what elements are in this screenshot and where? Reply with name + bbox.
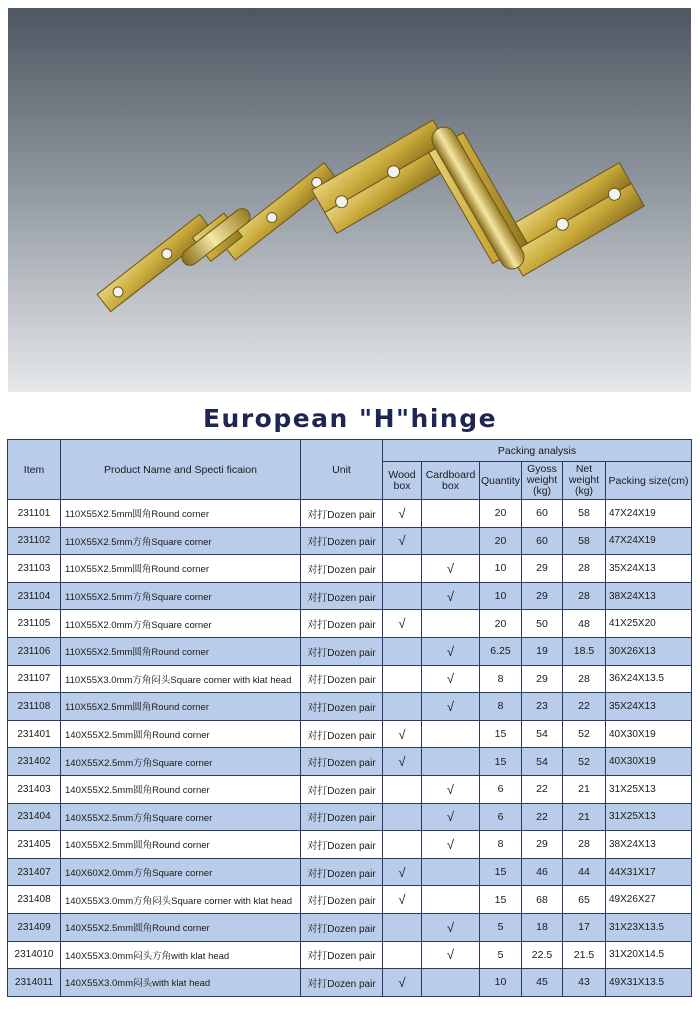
cell-net-weight: 52 bbox=[563, 748, 606, 776]
cell-quantity: 15 bbox=[480, 748, 522, 776]
cell-item: 231407 bbox=[8, 858, 61, 886]
cell-item: 231404 bbox=[8, 803, 61, 831]
cell-item: 231101 bbox=[8, 500, 61, 528]
cell-product-name: 140X55X2.5mm方角Square corner bbox=[61, 748, 301, 776]
cell-gross-weight: 68 bbox=[522, 886, 563, 914]
spec-table bbox=[7, 439, 692, 997]
cell-wood-box bbox=[383, 803, 422, 831]
cell-packing-size: 49X26X27 bbox=[606, 886, 692, 914]
table-row bbox=[8, 582, 692, 610]
cell-item: 2314011 bbox=[8, 969, 61, 997]
cell-unit: 对打Dozen pair bbox=[301, 775, 383, 803]
cell-unit: 对打Dozen pair bbox=[301, 720, 383, 748]
cell-net-weight: 48 bbox=[563, 610, 606, 638]
cell-net-weight: 17 bbox=[563, 913, 606, 941]
cell-item: 231409 bbox=[8, 913, 61, 941]
header-product: Product Name and Specti ficaion bbox=[61, 440, 301, 500]
cell-cardboard-box: √ bbox=[422, 831, 480, 859]
cell-unit: 对打Dozen pair bbox=[301, 803, 383, 831]
product-photo bbox=[8, 8, 691, 392]
cell-item: 231105 bbox=[8, 610, 61, 638]
cell-cardboard-box: √ bbox=[422, 775, 480, 803]
cell-cardboard-box: √ bbox=[422, 693, 480, 721]
cell-product-name: 110X55X2.5mm圆角Round corner bbox=[61, 555, 301, 583]
cell-unit: 对打Dozen pair bbox=[301, 941, 383, 969]
cell-quantity: 8 bbox=[480, 665, 522, 693]
cell-quantity: 5 bbox=[480, 913, 522, 941]
table-row bbox=[8, 803, 692, 831]
cell-item: 231106 bbox=[8, 637, 61, 665]
cell-cardboard-box bbox=[422, 610, 480, 638]
cell-item: 231103 bbox=[8, 555, 61, 583]
cell-unit: 对打Dozen pair bbox=[301, 527, 383, 555]
cell-cardboard-box: √ bbox=[422, 555, 480, 583]
header-net-weight: Net weight (kg) bbox=[563, 462, 606, 500]
cell-gross-weight: 46 bbox=[522, 858, 563, 886]
header-cardboard-box: Cardboard box bbox=[422, 462, 480, 500]
cell-quantity: 6.25 bbox=[480, 637, 522, 665]
cell-cardboard-box bbox=[422, 886, 480, 914]
cell-packing-size: 47X24X19 bbox=[606, 527, 692, 555]
cell-quantity: 20 bbox=[480, 610, 522, 638]
cell-gross-weight: 18 bbox=[522, 913, 563, 941]
cell-product-name: 110X55X2.5mm方角Square corner bbox=[61, 527, 301, 555]
cell-packing-size: 31X25X13 bbox=[606, 803, 692, 831]
table-row bbox=[8, 555, 692, 583]
cell-gross-weight: 29 bbox=[522, 665, 563, 693]
cell-packing-size: 31X23X13.5 bbox=[606, 913, 692, 941]
cell-cardboard-box: √ bbox=[422, 637, 480, 665]
cell-net-weight: 58 bbox=[563, 500, 606, 528]
cell-wood-box bbox=[383, 555, 422, 583]
cell-item: 231408 bbox=[8, 886, 61, 914]
cell-wood-box: √ bbox=[383, 527, 422, 555]
cell-packing-size: 38X24X13 bbox=[606, 582, 692, 610]
cell-wood-box: √ bbox=[383, 610, 422, 638]
cell-cardboard-box bbox=[422, 748, 480, 776]
cell-quantity: 20 bbox=[480, 500, 522, 528]
cell-gross-weight: 54 bbox=[522, 720, 563, 748]
table-row bbox=[8, 665, 692, 693]
table-row bbox=[8, 500, 692, 528]
cell-net-weight: 21 bbox=[563, 775, 606, 803]
cell-wood-box bbox=[383, 775, 422, 803]
cell-packing-size: 41X25X20 bbox=[606, 610, 692, 638]
cell-wood-box bbox=[383, 637, 422, 665]
table-row bbox=[8, 969, 692, 997]
table-row bbox=[8, 913, 692, 941]
header-item: Item bbox=[8, 440, 61, 500]
cell-wood-box bbox=[383, 941, 422, 969]
cell-wood-box: √ bbox=[383, 748, 422, 776]
cell-unit: 对打Dozen pair bbox=[301, 748, 383, 776]
cell-gross-weight: 22 bbox=[522, 803, 563, 831]
cell-item: 231403 bbox=[8, 775, 61, 803]
spec-table-body bbox=[8, 500, 692, 997]
cell-quantity: 6 bbox=[480, 775, 522, 803]
cell-product-name: 140X55X3.0mm方角闷头Square corner with klat head bbox=[61, 886, 301, 914]
cell-net-weight: 44 bbox=[563, 858, 606, 886]
cell-gross-weight: 29 bbox=[522, 582, 563, 610]
cell-net-weight: 28 bbox=[563, 555, 606, 583]
cell-packing-size: 31X25X13 bbox=[606, 775, 692, 803]
cell-cardboard-box: √ bbox=[422, 582, 480, 610]
cell-gross-weight: 45 bbox=[522, 969, 563, 997]
cell-product-name: 140X55X2.5mm方角Square corner bbox=[61, 803, 301, 831]
cell-wood-box bbox=[383, 665, 422, 693]
cell-gross-weight: 19 bbox=[522, 637, 563, 665]
cell-item: 231108 bbox=[8, 693, 61, 721]
cell-wood-box bbox=[383, 913, 422, 941]
cell-unit: 对打Dozen pair bbox=[301, 693, 383, 721]
cell-item: 2314010 bbox=[8, 941, 61, 969]
cell-product-name: 140X60X2.0mm方角Square corner bbox=[61, 858, 301, 886]
cell-net-weight: 58 bbox=[563, 527, 606, 555]
cell-product-name: 110X55X2.5mm圆角Round corner bbox=[61, 637, 301, 665]
cell-product-name: 140X55X2.5mm圆角Round corner bbox=[61, 775, 301, 803]
cell-packing-size: 49X31X13.5 bbox=[606, 969, 692, 997]
header-wood-box: Wood box bbox=[383, 462, 422, 500]
cell-product-name: 140X55X2.5mm圆角Round corner bbox=[61, 831, 301, 859]
cell-cardboard-box bbox=[422, 858, 480, 886]
cell-cardboard-box bbox=[422, 500, 480, 528]
cell-net-weight: 65 bbox=[563, 886, 606, 914]
cell-unit: 对打Dozen pair bbox=[301, 555, 383, 583]
table-row bbox=[8, 527, 692, 555]
cell-quantity: 10 bbox=[480, 555, 522, 583]
cell-packing-size: 47X24X19 bbox=[606, 500, 692, 528]
cell-unit: 对打Dozen pair bbox=[301, 831, 383, 859]
cell-wood-box: √ bbox=[383, 858, 422, 886]
cell-product-name: 110X55X2.0mm方角Square corner bbox=[61, 610, 301, 638]
table-row bbox=[8, 693, 692, 721]
cell-product-name: 110X55X2.5mm方角Square corner bbox=[61, 582, 301, 610]
cell-gross-weight: 23 bbox=[522, 693, 563, 721]
cell-gross-weight: 60 bbox=[522, 527, 563, 555]
cell-quantity: 8 bbox=[480, 831, 522, 859]
cell-product-name: 140X55X2.5mm圆角Round corner bbox=[61, 913, 301, 941]
cell-quantity: 20 bbox=[480, 527, 522, 555]
header-packing-analysis: Packing analysis bbox=[383, 440, 692, 462]
table-row bbox=[8, 941, 692, 969]
cell-item: 231107 bbox=[8, 665, 61, 693]
header-packing-size: Packing size(cm) bbox=[606, 462, 692, 500]
cell-gross-weight: 54 bbox=[522, 748, 563, 776]
cell-unit: 对打Dozen pair bbox=[301, 665, 383, 693]
cell-wood-box bbox=[383, 831, 422, 859]
cell-wood-box: √ bbox=[383, 500, 422, 528]
cell-quantity: 15 bbox=[480, 858, 522, 886]
cell-quantity: 15 bbox=[480, 720, 522, 748]
cell-cardboard-box bbox=[422, 527, 480, 555]
table-row bbox=[8, 858, 692, 886]
cell-net-weight: 21.5 bbox=[563, 941, 606, 969]
table-row bbox=[8, 748, 692, 776]
cell-net-weight: 28 bbox=[563, 582, 606, 610]
cell-net-weight: 28 bbox=[563, 831, 606, 859]
cell-quantity: 8 bbox=[480, 693, 522, 721]
hinge-photo-illustration bbox=[8, 8, 691, 392]
cell-product-name: 110X55X2.5mm圆角Round corner bbox=[61, 500, 301, 528]
cell-net-weight: 43 bbox=[563, 969, 606, 997]
cell-product-name: 110X55X3.0mm方角闷头Square corner with klat head bbox=[61, 665, 301, 693]
cell-packing-size: 44X31X17 bbox=[606, 858, 692, 886]
cell-cardboard-box bbox=[422, 720, 480, 748]
cell-packing-size: 40X30X19 bbox=[606, 748, 692, 776]
page-title: European "H"hinge bbox=[202, 404, 498, 433]
table-row bbox=[8, 610, 692, 638]
cell-net-weight: 28 bbox=[563, 665, 606, 693]
cell-cardboard-box: √ bbox=[422, 941, 480, 969]
cell-cardboard-box: √ bbox=[422, 803, 480, 831]
cell-packing-size: 38X24X13 bbox=[606, 831, 692, 859]
cell-gross-weight: 22.5 bbox=[522, 941, 563, 969]
cell-gross-weight: 60 bbox=[522, 500, 563, 528]
cell-product-name: 140X55X3.0mm闷头方角with klat head bbox=[61, 941, 301, 969]
cell-quantity: 6 bbox=[480, 803, 522, 831]
cell-quantity: 5 bbox=[480, 941, 522, 969]
header-gross-weight: Gyoss weight (kg) bbox=[522, 462, 563, 500]
table-row bbox=[8, 886, 692, 914]
table-row bbox=[8, 637, 692, 665]
cell-unit: 对打Dozen pair bbox=[301, 500, 383, 528]
cell-packing-size: 35X24X13 bbox=[606, 555, 692, 583]
cell-cardboard-box: √ bbox=[422, 913, 480, 941]
cell-item: 231104 bbox=[8, 582, 61, 610]
header-quantity: Quantity bbox=[480, 462, 522, 500]
cell-wood-box: √ bbox=[383, 886, 422, 914]
cell-packing-size: 35X24X13 bbox=[606, 693, 692, 721]
cell-gross-weight: 50 bbox=[522, 610, 563, 638]
cell-unit: 对打Dozen pair bbox=[301, 969, 383, 997]
table-row bbox=[8, 720, 692, 748]
cell-unit: 对打Dozen pair bbox=[301, 610, 383, 638]
cell-quantity: 15 bbox=[480, 886, 522, 914]
cell-cardboard-box bbox=[422, 969, 480, 997]
cell-unit: 对打Dozen pair bbox=[301, 582, 383, 610]
cell-gross-weight: 29 bbox=[522, 555, 563, 583]
cell-wood-box bbox=[383, 582, 422, 610]
cell-packing-size: 31X20X14.5 bbox=[606, 941, 692, 969]
cell-net-weight: 22 bbox=[563, 693, 606, 721]
cell-product-name: 110X55X2.5mm圆角Round corner bbox=[61, 693, 301, 721]
cell-cardboard-box: √ bbox=[422, 665, 480, 693]
cell-packing-size: 40X30X19 bbox=[606, 720, 692, 748]
cell-unit: 对打Dozen pair bbox=[301, 637, 383, 665]
cell-product-name: 140X55X3.0mm闷头with klat head bbox=[61, 969, 301, 997]
cell-item: 231405 bbox=[8, 831, 61, 859]
cell-gross-weight: 29 bbox=[522, 831, 563, 859]
cell-item: 231102 bbox=[8, 527, 61, 555]
cell-unit: 对打Dozen pair bbox=[301, 913, 383, 941]
cell-net-weight: 18.5 bbox=[563, 637, 606, 665]
cell-quantity: 10 bbox=[480, 969, 522, 997]
cell-packing-size: 30X26X13 bbox=[606, 637, 692, 665]
cell-unit: 对打Dozen pair bbox=[301, 886, 383, 914]
cell-gross-weight: 22 bbox=[522, 775, 563, 803]
table-row bbox=[8, 775, 692, 803]
cell-wood-box bbox=[383, 693, 422, 721]
table-row bbox=[8, 831, 692, 859]
header-unit: Unit bbox=[301, 440, 383, 500]
cell-item: 231401 bbox=[8, 720, 61, 748]
cell-product-name: 140X55X2.5mm圆角Round corner bbox=[61, 720, 301, 748]
cell-unit: 对打Dozen pair bbox=[301, 858, 383, 886]
cell-item: 231402 bbox=[8, 748, 61, 776]
cell-quantity: 10 bbox=[480, 582, 522, 610]
cell-packing-size: 36X24X13.5 bbox=[606, 665, 692, 693]
cell-net-weight: 52 bbox=[563, 720, 606, 748]
cell-wood-box: √ bbox=[383, 969, 422, 997]
cell-net-weight: 21 bbox=[563, 803, 606, 831]
cell-wood-box: √ bbox=[383, 720, 422, 748]
